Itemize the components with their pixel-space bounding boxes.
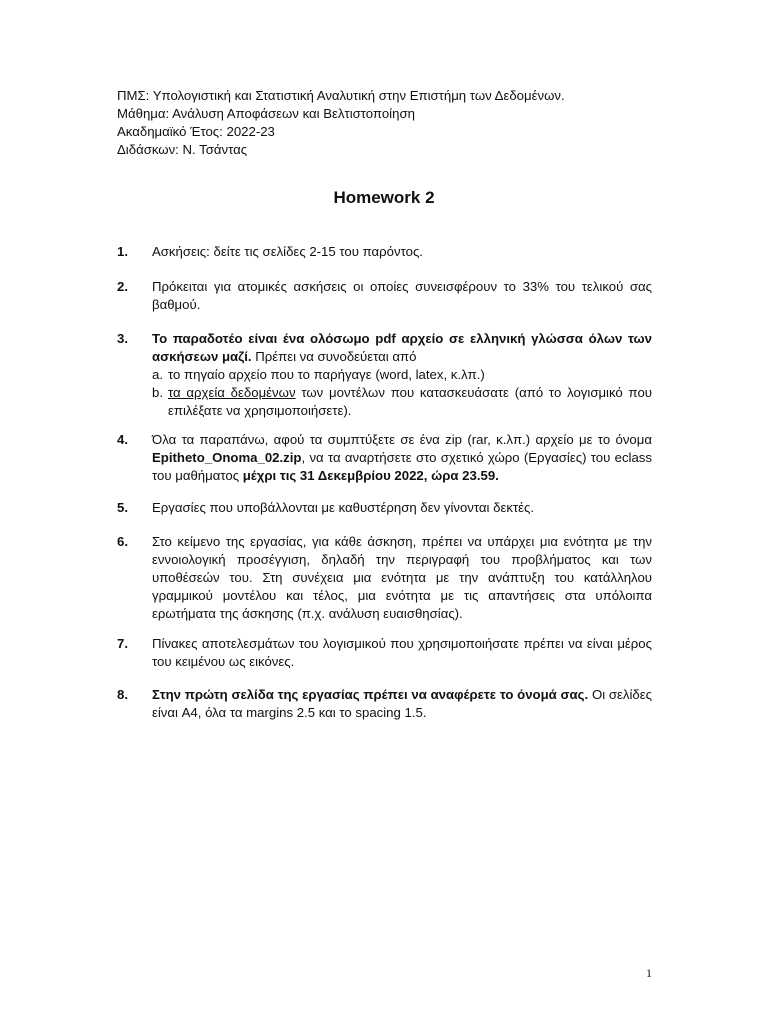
list-item-4	[117, 431, 652, 485]
item-text-part: Οι σελίδες είναι A4, όλα τα margins 2.5 και το spacing 1.5.	[152, 687, 653, 720]
page-title: Homework 2	[333, 188, 435, 207]
document-header	[117, 87, 565, 159]
item-text: Στο κείμενο της εργασίας, για κάθε άσκηση, πρέπει να υπάρχει μια ενότητα με την εννοιολογική προσέγγιση, δηλαδή την περιγραφή του προβλήματος και των υποθέσεών του. Στη συνέχεια μια ενότητα με την ανάπτυξη του κατάλληλου γραμμικού μοντέλου και τέλος, μια ενότητα με τις απαντήσεις στα υπόλοιπα ερωτήματα της άσκησης (π.χ. ανάλυση ευαισθησίας).	[152, 534, 652, 621]
list-item-6	[117, 533, 652, 623]
item-number: 2.	[117, 279, 128, 294]
page-number: 1	[646, 966, 652, 980]
item-text	[152, 686, 652, 722]
deliverable-bold-text: Το παραδοτέο είναι ένα ολόσωμο pdf αρχείο σε ελληνική γλώσσα όλων των ασκήσεων μαζί.	[152, 331, 652, 364]
instructor-line: Διδάσκων: Ν. Τσάντας	[117, 142, 248, 157]
list-item-8	[117, 686, 652, 722]
item-number: 6.	[117, 534, 128, 549]
deliverable-rest-text: Πρέπει να συνοδεύεται από	[251, 349, 417, 364]
course-line: Μάθημα: Ανάλυση Αποφάσεων και Βελτιστοποίηση	[117, 106, 415, 121]
item-text-part: , να τα αναρτήσετε στο σχετικό χώρο (Εργασίες) του eclass του μαθήματος	[152, 450, 652, 483]
list-item-1	[117, 243, 652, 261]
underlined-text: τα αρχεία δεδομένων	[168, 385, 296, 400]
sub-item-a	[152, 366, 652, 384]
item-text-part: Όλα τα παραπάνω, αφού τα συμπτύξετε σε ένα zip (rar, κ.λπ.) αρχείο με το όνομα	[152, 432, 652, 447]
item-text: Ασκήσεις: δείτε τις σελίδες 2-15 του παρόντος.	[152, 244, 423, 259]
deadline-bold-text: μέχρι τις 31 Δεκεμβρίου 2022, ώρα 23.59.	[242, 468, 499, 483]
filename-bold-text: Epitheto_Onoma_02.zip	[152, 450, 302, 465]
item-text: Εργασίες που υποβάλλονται με καθυστέρηση δεν γίνονται δεκτές.	[152, 500, 535, 515]
sub-item-b	[152, 384, 652, 420]
item-number: 8.	[117, 687, 128, 702]
item-text	[152, 431, 652, 485]
item-number: 7.	[117, 636, 128, 651]
list-item-2	[117, 278, 652, 314]
item-number: 5.	[117, 500, 128, 515]
sub-item-text: των μοντέλων που κατασκευάσατε (από το λογισμικό που επιλέξατε να χρησιμοποιήσετε).	[168, 385, 652, 418]
list-item-7	[117, 635, 652, 671]
item-text	[152, 330, 652, 420]
sub-item-label: b.	[152, 385, 163, 400]
item-number: 3.	[117, 331, 128, 346]
program-line: ΠΜΣ: Υπολογιστική και Στατιστική Αναλυτική στην Επιστήμη των Δεδομένων.	[117, 88, 565, 103]
item-text: Πίνακες αποτελεσμάτων του λογισμικού που χρησιμοποιήσατε πρέπει να είναι μέρος του κειμένου ως εικόνες.	[152, 636, 652, 669]
academic-year-line: Ακαδημαϊκό Έτος: 2022-23	[117, 124, 275, 139]
item-text: Πρόκειται για ατομικές ασκήσεις οι οποίες συνεισφέρουν το 33% του τελικού σας βαθμού.	[152, 279, 652, 312]
sub-item-label: a.	[152, 367, 163, 382]
list-item-5	[117, 499, 652, 517]
item-number: 1.	[117, 244, 128, 259]
list-item-3	[117, 330, 652, 420]
name-instruction-bold-text: Στην πρώτη σελίδα της εργασίας πρέπει να αναφέρετε το όνομά σας.	[152, 687, 589, 702]
sub-item-text: το πηγαίο αρχείο που το παρήγαγε (word, latex, κ.λπ.)	[168, 367, 485, 382]
item-number: 4.	[117, 432, 128, 447]
